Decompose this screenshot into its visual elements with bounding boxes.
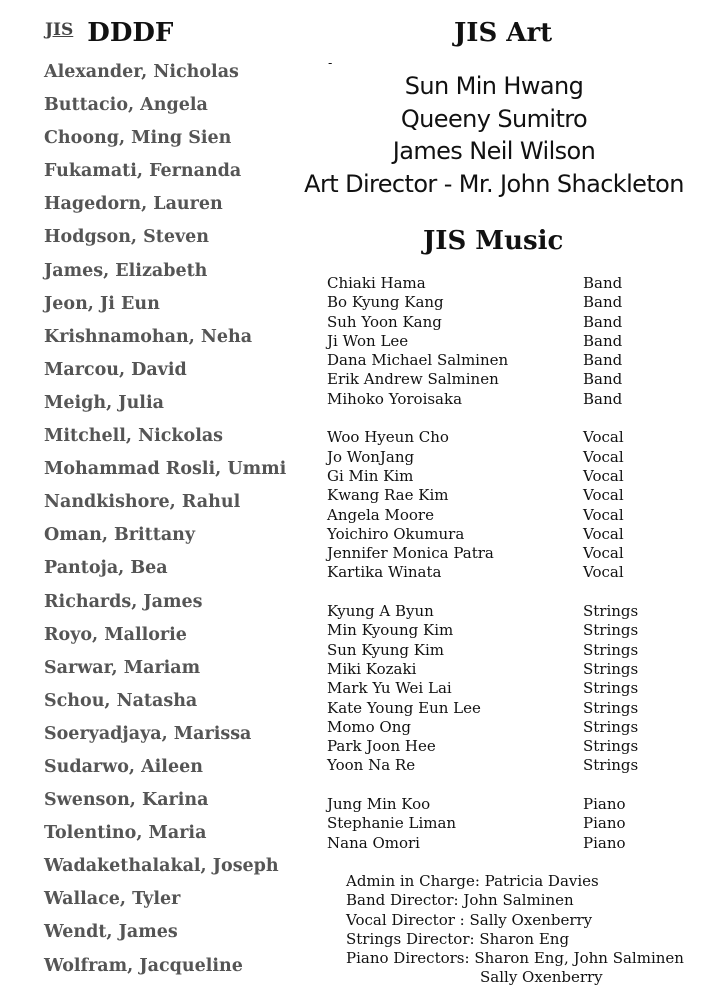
dddf-names-list bbox=[44, 56, 286, 983]
music-row bbox=[327, 660, 637, 679]
staff-credit-line: Admin in Charge: Patricia Davies bbox=[346, 872, 599, 890]
instrument-label: Strings bbox=[583, 640, 639, 659]
instrument-label: Band bbox=[583, 370, 623, 389]
instrument-label: Strings bbox=[583, 602, 639, 621]
musician-name: Chiaki Hama bbox=[327, 274, 426, 292]
instrument-label: Strings bbox=[583, 717, 639, 736]
dddf-student-name: Meigh, Julia bbox=[44, 392, 164, 413]
art-list bbox=[284, 70, 704, 200]
dddf-student-name: Jeon, Ji Eun bbox=[44, 293, 160, 314]
music-row bbox=[327, 390, 637, 409]
musician-name: Kate Young Eun Lee bbox=[327, 698, 481, 717]
instrument-label: Vocal bbox=[583, 505, 624, 524]
dddf-student-name: Wadakethalakal, Joseph bbox=[44, 856, 279, 877]
music-row bbox=[327, 351, 637, 370]
musician-name: Dana Michael Salminen bbox=[327, 351, 509, 370]
instrument-label: Vocal bbox=[583, 428, 624, 447]
dddf-student-name: Wendt, James bbox=[44, 922, 178, 943]
dddf-student-name: Mohammad Rosli, Ummi bbox=[44, 459, 287, 480]
instrument-label: Vocal bbox=[583, 486, 624, 505]
musician-name: Mihoko Yoroisaka bbox=[327, 389, 463, 408]
music-row bbox=[327, 313, 637, 332]
dddf-student-name: Royo, Mallorie bbox=[44, 624, 187, 645]
dddf-student-name: Buttacio, Angela bbox=[44, 95, 208, 116]
art-credit-line: James Neil Wilson bbox=[392, 137, 596, 165]
group-spacer bbox=[327, 776, 637, 795]
music-roster bbox=[327, 274, 637, 853]
music-row bbox=[327, 370, 637, 389]
music-row bbox=[327, 506, 637, 525]
music-row bbox=[327, 756, 637, 775]
music-row bbox=[327, 428, 637, 447]
musician-name: Woo Hyeun Cho bbox=[327, 428, 449, 447]
instrument-label: Strings bbox=[583, 756, 639, 775]
music-row bbox=[327, 795, 637, 814]
musician-name: Angela Moore bbox=[327, 505, 434, 524]
musician-name: Jung Min Koo bbox=[327, 795, 431, 814]
music-row bbox=[327, 525, 637, 544]
music-row bbox=[327, 274, 637, 293]
instrument-label: Piano bbox=[583, 795, 626, 814]
staff-credits bbox=[346, 872, 684, 988]
musician-name: Min Kyoung Kim bbox=[327, 621, 454, 640]
music-row bbox=[327, 602, 637, 621]
instrument-label: Vocal bbox=[583, 563, 624, 582]
instrument-label: Vocal bbox=[583, 524, 624, 543]
musician-name: Bo Kyung Kang bbox=[327, 293, 444, 312]
art-credit-line: Queeny Sumitro bbox=[400, 104, 588, 133]
instrument-label: Vocal bbox=[583, 466, 624, 485]
dddf-student-name: Richards, James bbox=[44, 591, 203, 612]
instrument-label: Band bbox=[583, 293, 623, 312]
musician-name: Jo WonJang bbox=[327, 447, 415, 466]
instrument-label: Strings bbox=[583, 659, 639, 678]
instrument-label: Piano bbox=[583, 833, 626, 852]
art-title: JIS Art bbox=[454, 18, 553, 48]
dddf-section bbox=[0, 0, 300, 1004]
dddf-student-name: Mitchell, Nickolas bbox=[44, 426, 224, 447]
instrument-label: Band bbox=[583, 351, 623, 370]
dddf-student-name: Tolentino, Maria bbox=[44, 823, 207, 844]
jis-label: JIS bbox=[45, 20, 74, 40]
music-row bbox=[327, 737, 637, 756]
music-row bbox=[327, 621, 637, 640]
music-row bbox=[327, 641, 637, 660]
staff-credit-line: Piano Directors: Sharon Eng, John Salminen bbox=[346, 949, 684, 968]
musician-name: Mark Yu Wei Lai bbox=[327, 679, 452, 698]
music-row bbox=[327, 834, 637, 853]
dddf-student-name: Krishnamohan, Neha bbox=[44, 326, 253, 347]
instrument-label: Vocal bbox=[583, 544, 624, 563]
dddf-student-name: Marcou, David bbox=[44, 359, 187, 380]
instrument-label: Band bbox=[583, 274, 623, 292]
music-row bbox=[327, 544, 637, 563]
art-credit-line: Sun Min Hwang bbox=[404, 72, 584, 100]
music-row bbox=[327, 699, 637, 718]
music-row bbox=[327, 293, 637, 312]
music-row bbox=[327, 448, 637, 467]
dddf-student-name: Nandkishore, Rahul bbox=[44, 492, 241, 513]
instrument-label: Band bbox=[583, 331, 623, 350]
dddf-student-name: Swenson, Karina bbox=[44, 790, 209, 811]
instrument-label: Piano bbox=[583, 814, 626, 833]
staff-credit-line: Sally Oxenberry bbox=[480, 968, 603, 987]
dddf-student-name: Fukamati, Fernanda bbox=[44, 161, 242, 182]
dddf-title: DDDF bbox=[87, 18, 174, 48]
musician-name: Nana Omori bbox=[327, 833, 420, 852]
dddf-student-name: James, Elizabeth bbox=[44, 260, 208, 281]
musician-name: Park Joon Hee bbox=[327, 737, 436, 756]
music-row bbox=[327, 486, 637, 505]
group-spacer bbox=[327, 583, 637, 602]
musician-name: Erik Andrew Salminen bbox=[327, 370, 499, 389]
musician-name: Kyung A Byun bbox=[327, 602, 434, 621]
dddf-student-name: Sudarwo, Aileen bbox=[44, 756, 203, 777]
instrument-label: Vocal bbox=[583, 447, 624, 466]
musician-name: Gi Min Kim bbox=[327, 466, 414, 485]
musician-name: Yoichiro Okumura bbox=[327, 524, 465, 543]
musician-name: Ji Won Lee bbox=[327, 331, 409, 350]
dddf-student-name: Choong, Ming Sien bbox=[44, 128, 232, 149]
instrument-label: Band bbox=[583, 389, 623, 408]
musician-name: Stephanie Liman bbox=[327, 814, 457, 833]
dddf-student-name: Oman, Brittany bbox=[44, 525, 196, 546]
music-title: JIS Music bbox=[423, 226, 564, 256]
musician-name: Sun Kyung Kim bbox=[327, 640, 445, 659]
musician-name: Yoon Na Re bbox=[327, 756, 416, 775]
instrument-label: Strings bbox=[583, 621, 639, 640]
music-row bbox=[327, 467, 637, 486]
dddf-student-name: Wallace, Tyler bbox=[44, 889, 181, 910]
instrument-label: Band bbox=[583, 312, 623, 331]
musician-name: Kartika Winata bbox=[327, 563, 442, 582]
music-row bbox=[327, 814, 637, 833]
instrument-label: Strings bbox=[583, 737, 639, 756]
art-credit-line: Art Director - Mr. John Shackleton bbox=[304, 169, 684, 198]
dddf-student-name: Hagedorn, Lauren bbox=[44, 194, 223, 215]
dddf-student-name: Soeryadjaya, Marissa bbox=[44, 723, 252, 744]
group-spacer bbox=[327, 409, 637, 428]
music-row bbox=[327, 679, 637, 698]
dddf-student-name: Wolfram, Jacqueline bbox=[44, 955, 243, 976]
dddf-student-name: Hodgson, Steven bbox=[44, 227, 209, 248]
instrument-label: Strings bbox=[583, 679, 639, 698]
musician-name: Jennifer Monica Patra bbox=[327, 544, 494, 563]
musician-name: Momo Ong bbox=[327, 717, 411, 736]
instrument-label: Strings bbox=[583, 698, 639, 717]
dddf-student-name: Schou, Natasha bbox=[44, 690, 198, 711]
staff-credit-line: Band Director: John Salminen bbox=[346, 891, 574, 910]
musician-name: Suh Yoon Kang bbox=[327, 312, 442, 331]
musician-name: Miki Kozaki bbox=[327, 659, 417, 678]
staff-credit-line: Strings Director: Sharon Eng bbox=[346, 929, 570, 948]
musician-name: Kwang Rae Kim bbox=[327, 486, 449, 505]
staff-credit-line: Vocal Director : Sally Oxenberry bbox=[346, 910, 593, 929]
dddf-header bbox=[45, 18, 173, 48]
music-row bbox=[327, 563, 637, 582]
music-row bbox=[327, 718, 637, 737]
stray-dash: - bbox=[328, 56, 333, 70]
dddf-student-name: Alexander, Nicholas bbox=[44, 62, 239, 82]
dddf-student-name: Sarwar, Mariam bbox=[44, 657, 201, 678]
dddf-student-name: Pantoja, Bea bbox=[44, 558, 168, 579]
music-row bbox=[327, 332, 637, 351]
